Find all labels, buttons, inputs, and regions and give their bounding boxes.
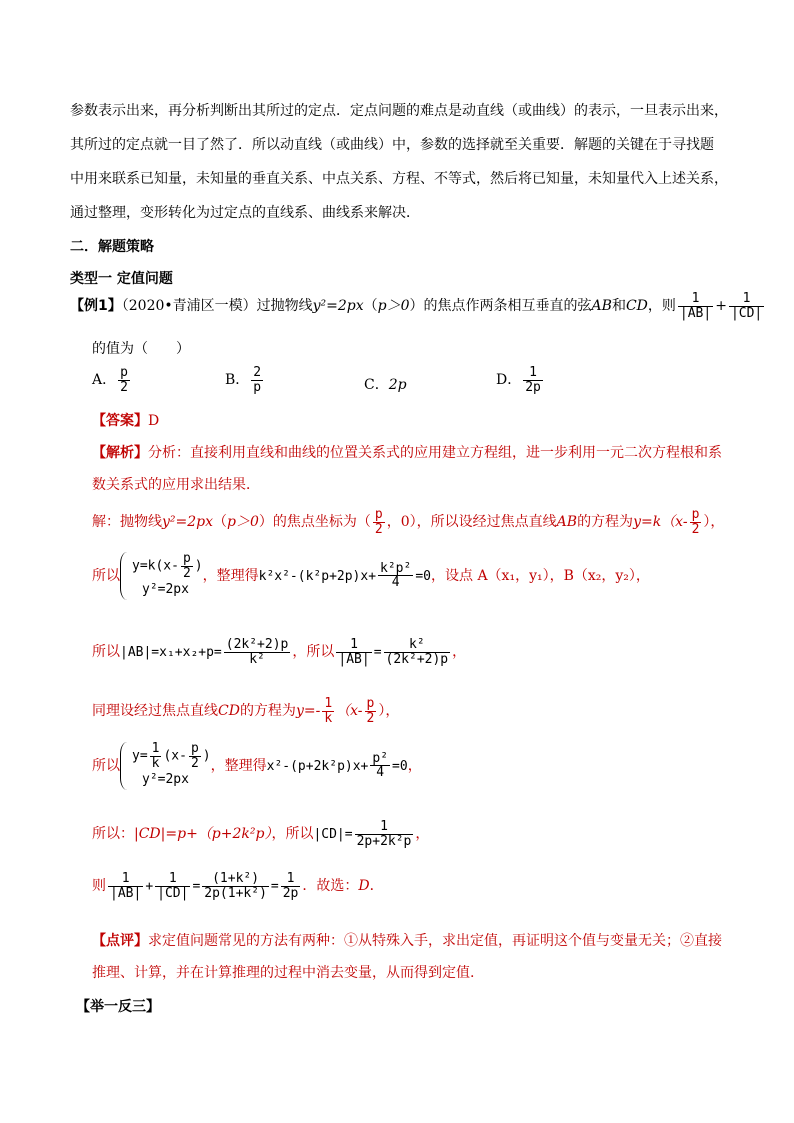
fraction: $\frac{1}{2p}$ <box>525 365 541 395</box>
fraction: $\frac{\text{k²}}{\text{(2k²+2)p}}$ <box>385 637 449 667</box>
chord-ab: AB <box>591 298 612 315</box>
example-question <box>70 292 766 320</box>
fraction: $\frac{\text{(2k²+2)p}}{\text{k²}}$ <box>225 637 289 667</box>
plus-sign: + <box>715 298 727 315</box>
intro-line-3: 中用来联系已知量，未知量的垂直关系、中点关系、方程、不等式，然后将已知量，未知量代入上述关系， <box>70 171 728 187</box>
example-condition: p＞0 <box>377 298 410 315</box>
fraction: $\frac{p}{2}$ <box>374 507 383 537</box>
answer-tag: 【答案】 <box>92 413 148 429</box>
fraction: $\frac{p}{2}$ <box>120 365 128 395</box>
chord-cd: CD <box>625 298 648 315</box>
example-text: （2020•青浦区一模）过抛物线 <box>121 298 313 315</box>
ab-length-line: 所以|AB|=x₁+x₂+p= $\frac{\text{(2k²+2)p}}{\text{k²}}$ ，所以 $\frac{1}{|AB|}$ = $\frac{\text{k²}}{\text{(2k²+2)p}}$ ， <box>92 637 467 667</box>
fraction: $\frac{1}{|AB|}$ <box>338 637 370 667</box>
fraction: $\frac{p}{2}$ <box>366 696 375 726</box>
comment-line-1: 【点评】求定值问题常见的方法有两种：①从特殊入手，求出定值，再证明这个值与变量无关；②直接 <box>92 933 722 949</box>
example-text: ，则 <box>647 298 676 315</box>
fraction: $\frac{\text{p²}}{4}$ <box>372 750 389 781</box>
cd-line-equation: 同理设经过焦点直线CD的方程为y=- $\frac{1}{k}$ （x- $\frac{p}{2}$ ）， <box>92 696 400 726</box>
fraction: $\frac{\text{(1+k²)}}{\text{2p(1+k²)}}$ <box>204 871 267 901</box>
analysis-line-2: 数关系式的应用求出结果． <box>92 477 260 493</box>
example-question-tail: 的值为（ ） <box>92 341 190 357</box>
option-d: D． $\frac{1}{2p}$ <box>496 365 541 395</box>
fraction: $\frac{1}{\text{2p+2k²p}}$ <box>356 819 412 849</box>
cd-length-line: 所以：|CD|=p+（p+2k²p），所以|CD|= $\frac{1}{\text{2p+2k²p}}$ ， <box>92 819 430 849</box>
example-text: 和 <box>611 298 626 315</box>
fraction: $\frac{1}{|AB|}$ <box>110 871 142 901</box>
option-c: C．2p <box>364 377 407 393</box>
fraction: $\frac{1}{2p}$ <box>282 871 299 901</box>
system-1: 所以 y=k(x- $\frac{p}{2}$ ) y²=2px ，整理得k²x²-(k²p+2p)x+ $\frac{\text{k²p²}}{4}$ =0，设点 A（x₁，y₁），B（x₂，y₂）， <box>92 552 650 600</box>
fraction: $\frac{1}{|AB|}$ <box>679 291 712 321</box>
example-equation: y²=2px <box>312 298 364 315</box>
fraction: $\frac{1}{|CD|}$ <box>157 871 189 901</box>
comment-line-2: 推理、计算，并在计算推理的过程中消去变量，从而得到定值. <box>92 965 475 981</box>
equation-system: y=k(x- $\frac{p}{2}$ ) y²=2px <box>120 552 203 600</box>
answer-value: D <box>148 413 160 429</box>
example-text: ）的焦点作两条相互垂直的弦 <box>409 298 592 315</box>
fraction: $\frac{p}{2}$ <box>691 507 700 537</box>
analysis-line-1: 【解析】分析：直接利用直线和曲线的位置关系式的应用建立方程组，进一步利用一元二次方程根和系 <box>92 445 722 461</box>
option-b: B． $\frac{2}{p}$ <box>225 365 262 395</box>
fraction: $\frac{\text{k²p²}}{4}$ <box>380 560 412 591</box>
section-title: 二．解题策略 <box>70 239 154 255</box>
footer-title: 【举一反三】 <box>76 999 160 1015</box>
fraction: $\frac{1}{k}$ <box>324 696 333 726</box>
intro-line-2: 其所过的定点就一目了然了．所以动直线（或曲线）中，参数的选择就至关重要．解题的关键在于寻找题 <box>70 137 714 153</box>
type-title: 类型一 定值问题 <box>70 271 173 287</box>
equation-system: y= $\frac{1}{k}$ (x- $\frac{p}{2}$ ) y²=2px <box>120 742 211 790</box>
option-a: A． $\frac{p}{2}$ <box>92 365 128 395</box>
intro-line-1: 参数表示出来，再分析判断出其所过的定点．定点问题的难点是动直线（或曲线）的表示，一旦表示出来， <box>70 103 728 119</box>
fraction: $\frac{1}{|CD|}$ <box>730 291 763 321</box>
intro-line-4: 通过整理，变形转化为过定点的直线系、曲线系来解决． <box>70 205 420 221</box>
solution-line-1: 解：抛物线y²=2px（p＞0）的焦点坐标为（ $\frac{p}{2}$ ，0），所以设经过焦点直线AB的方程为y=k（x- $\frac{p}{2}$ ）， <box>92 507 725 537</box>
comment-tag: 【点评】 <box>92 933 148 949</box>
fraction: $\frac{2}{p}$ <box>253 365 262 395</box>
system-2: 所以 y= $\frac{1}{k}$ (x- $\frac{p}{2}$ ) y²=2px ，整理得x²-(p+2k²p)x+ $\frac{\text{p²}}{4}$ =0， <box>92 742 422 790</box>
example-tag: 【例1】 <box>70 298 122 315</box>
final-result-line: 则 $\frac{1}{|AB|}$ + $\frac{1}{|CD|}$ = $\frac{\text{(1+k²)}}{\text{2p(1+k²)}}$ = $\frac{1}{2p}$ ．故选：D． <box>92 871 384 901</box>
example-text: （ <box>363 298 378 315</box>
analysis-tag: 【解析】 <box>92 445 148 461</box>
answer <box>92 410 159 430</box>
